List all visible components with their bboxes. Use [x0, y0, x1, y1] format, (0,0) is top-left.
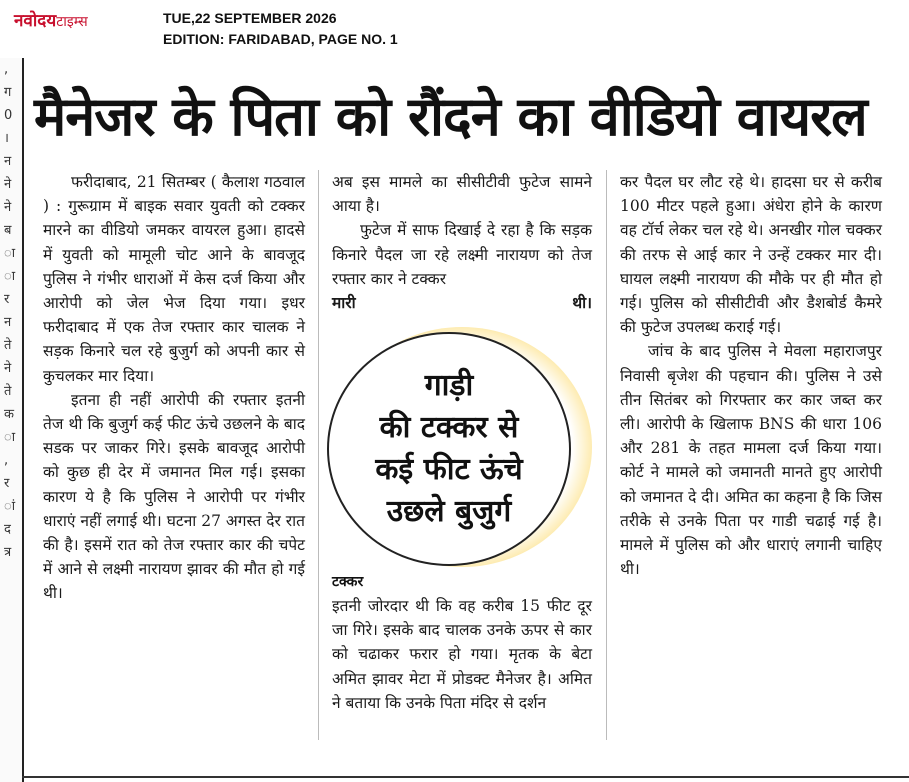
pullquote-line: कई फीट ऊंचे — [375, 452, 523, 487]
pullquote-line: की टक्कर से — [379, 410, 519, 445]
pullquote-circle — [327, 332, 571, 566]
column-divider — [606, 170, 607, 740]
strip-fragment: ा — [4, 246, 16, 261]
strip-fragment: ा — [4, 430, 16, 445]
strip-fragment: ा — [4, 269, 16, 284]
strip-fragment: त्र — [4, 545, 12, 560]
article-column-3 — [620, 170, 882, 581]
adjacent-article-strip — [0, 58, 24, 782]
paragraph: कर पैदल घर लौट रहे थे। हादसा घर से करीब 100 मीटर पहले हुआ। अंधेरा होने के कारण वह टॉर्च लेकर चल रहे थे। अनखीर गोल चक्कर की तरफ से आई कार ने उन्हें टक्कर मार दी। घायल लक्ष्मी नारायण की मौके पर ही मौत हो गई। पुलिस को सीसीटीवी और डैशबोर्ड कैमरे की फुटेज उपलब्ध कराई गई। — [620, 173, 882, 337]
strip-fragment: ग — [4, 85, 12, 100]
strip-fragment: 0 — [4, 108, 13, 123]
bold-word: थी। — [572, 293, 592, 313]
logo-suffix: टाइम्स — [56, 14, 88, 30]
pullquote-line: उछले बुजुर्ग — [386, 494, 512, 529]
paragraph: जांच के बाद पुलिस ने मेवला महाराजपुर निवासी बृजेश की पहचान की। पुलिस ने उसे तीन सितंबर को गिरफ्तार कर कार जब्त कर ली। आरोपी के खिलाफ BNS की धारा 106 और 281 के तहत मामला दर्ज किया गया। कोर्ट ने मामले को जमानती मानते हुए आरोपी को जमानत दे दी। अमित का कहना है कि जिस तरीके से उनके पिता पर गाडी चढाई गई है। मामले में पुलिस को और धाराएं लगानी चाहिए थी। — [620, 342, 882, 579]
page-bottom-rule — [22, 776, 909, 778]
article-column-2-bottom — [332, 594, 592, 715]
strip-fragment: ते — [4, 338, 12, 353]
paragraph: फरीदाबाद, 21 सितम्बर ( कैलाश गठवाल ) : गुरूग्राम में बाइक सवार युवती को टक्कर मारने का वीडियो जमकर वायरल हुआ। हादसे में युवती को मामूली चोट आने के बावजूद पुलिस ने गंभीर धाराओं में केस दर्ज किया और आरोपी को जेल भेज दिया गया। इधर फरीदाबाद में एक तेज रफ्तार कार चालक ने सड़क किनारे चल रहे बुजुर्ग को अपनी कार से कुचलकर मार दिया। — [43, 173, 305, 385]
paragraph: अब इस मामले का सीसीटीवी फुटेज सामने आया है। — [332, 173, 592, 216]
strip-fragment: र — [4, 476, 10, 491]
date-line: TUE,22 SEPTEMBER 2026 — [163, 10, 337, 26]
edition-line: EDITION: FARIDABAD, PAGE NO. 1 — [163, 31, 398, 47]
strip-fragment: क — [4, 407, 14, 422]
strip-fragment: र — [4, 292, 10, 307]
strip-fragment: ां — [4, 499, 16, 514]
strip-fragment: न — [4, 315, 12, 330]
article-column-2-top — [332, 170, 592, 315]
strip-fragment: , — [4, 453, 9, 468]
strip-fragment: ने — [4, 177, 12, 192]
masthead — [0, 0, 909, 58]
subheading: टक्कर — [332, 574, 364, 590]
paragraph-end — [332, 291, 592, 315]
strip-fragment: ते — [4, 384, 12, 399]
strip-fragment: , — [4, 62, 9, 77]
paragraph: इतना ही नहीं आरोपी की रफ्तार इतनी तेज थी कि बुजुर्ग कई फीट ऊंचे उछलने के बाद सडक पर जाकर गिरे। इसके बावजूद आरोपी को कुछ ही देर में जमानत मिल गई। इसका कारण ये है कि पुलिस ने आरोपी पर गंभीर धाराएं नहीं लगाई थी। घटना 27 अगस्त देर रात की है। इसमें रात को तेज रफ्तार कार की चपेट में आने से लक्ष्मी नारायण झावर की मौत हो गई थी। — [43, 390, 305, 603]
pullquote — [322, 327, 592, 567]
column-divider — [318, 170, 319, 740]
strip-fragment: । — [4, 131, 9, 146]
logo-name: नवोदय — [14, 11, 57, 31]
strip-fragment: ब — [4, 223, 12, 238]
article-column-1 — [43, 170, 305, 606]
article-headline: मैनेजर के पिता को रौंदने का वीडियो वायरल — [34, 85, 867, 148]
bold-word: मारी — [332, 293, 356, 313]
newspaper-logo[interactable] — [14, 8, 88, 31]
pullquote-line: गाड़ी — [424, 368, 474, 403]
paragraph: फुटेज में साफ दिखाई दे रहा है कि सड़क किनारे पैदल जा रहे लक्ष्मी नारायण को तेज रफ्तार कार ने टक्कर — [332, 221, 592, 288]
edition-info — [163, 8, 398, 50]
strip-fragment: ने — [4, 361, 12, 376]
paragraph: इतनी जोरदार थी कि वह करीब 15 फीट दूर जा गिरे। इसके बाद चालक उनके ऊपर से कार को चढाकर फरार हो गया। मृतक के बेटा अमित झावर मेटा में प्रोडक्ट मैनेजर है। अमित ने बताया कि उनके पिता मंदिर से दर्शन — [332, 597, 592, 712]
strip-fragment: ने — [4, 200, 12, 215]
strip-fragment: न — [4, 154, 12, 169]
strip-fragment: द — [4, 522, 11, 537]
